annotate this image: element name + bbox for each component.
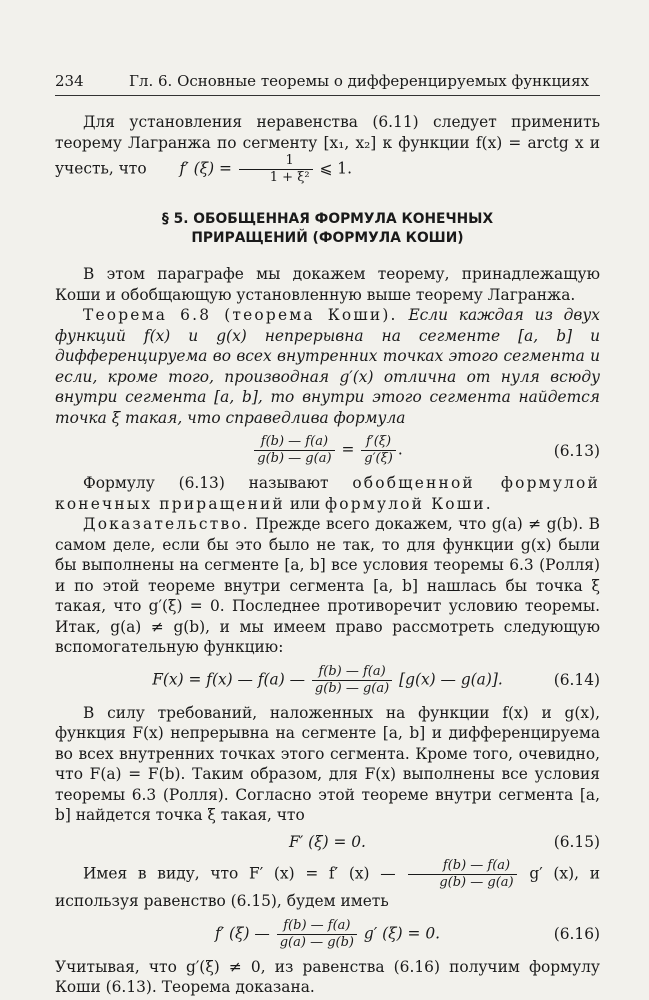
equation-6-15: [55, 832, 600, 853]
equation-6-13: [55, 434, 600, 467]
eq614-num: f(b) — f(a): [312, 664, 392, 681]
proof-label: Доказательство.: [83, 515, 250, 533]
para2-text-c: или: [289, 494, 321, 513]
eq614-den: g(b) — g(a): [314, 680, 390, 696]
equation-number-6-16: (6.16): [553, 924, 600, 943]
para4-text-b: g′ (x), и используя: [55, 864, 600, 910]
eq616-lhs: f′ (ξ) —: [214, 924, 270, 942]
header-rule: [55, 95, 600, 96]
eq616-num: f(b) — f(a): [277, 918, 357, 935]
paragraph-formula-name: [55, 473, 600, 514]
equation-number-6-14: (6.14): [553, 670, 600, 689]
intro-formula: [152, 153, 352, 186]
eq613-left-fraction: [254, 434, 334, 467]
para4-text-a: Имея в виду, что F′ (x) = f′ (x) —: [83, 864, 396, 883]
para4-den: g(b) — g(a): [439, 875, 514, 890]
eq616-den: g(a) — g(b): [279, 934, 355, 950]
running-header: [55, 72, 600, 90]
intro-formula-rhs: ⩽ 1.: [319, 159, 352, 178]
proof-text: Прежде всего докажем, что g(a) ≠ g(b). В самом деле, если бы это было не так, то для функции g(x) были бы выполнены на сегменте [a, b] все условия теоремы 6.3 (Ролля) и по этой теореме внутри сегмента [a, b] нашлась бы точка ξ такая, что g′(ξ) = 0. Последнее противоречит условию теоремы. Итак, g(a) ≠ g(b), и мы имеем право рассмотреть следующую вспомогательную функцию:: [55, 515, 600, 656]
running-title: Гл. 6. Основные теоремы о дифференцируемых функциях: [129, 72, 590, 90]
eq614-rhs: [g(x) — g(a)].: [399, 670, 503, 688]
theorem-label: Теорема 6.8 (теорема Коши).: [83, 306, 398, 324]
eq616-fraction: [277, 918, 357, 951]
eq613-equals: =: [341, 440, 355, 459]
eq613-right-num: f′(ξ): [361, 434, 396, 451]
intro-fraction-num: 1: [239, 153, 313, 170]
eq614-lhs: F(x) = f(x) — f(a) —: [152, 670, 306, 688]
section-heading: [55, 210, 600, 248]
section-heading-line1: § 5. ОБОБЩЕННАЯ ФОРМУЛА КОНЕЧНЫХ: [161, 211, 494, 227]
paragraph-rolle-application: В силу требований, наложенных на функции f(x) и g(x), функция F(x) непрерывна на сегменте [a, b] и дифференцируема во всех внутренних точках этого сегмента. Кроме того, очевидно, что F(a) = F(b). Таким образом, для F(x) выполнены все условия теоремы 6.3 (Ролля). Согласно этой теореме внутри сегмента [a, b] найдется точка ξ такая, что: [55, 703, 600, 824]
eq613-dot: .: [397, 440, 403, 459]
para2-term-generalized: обобщенной формулой конечных приращений: [55, 474, 600, 513]
eq613-left-num: f(b) — f(a): [254, 434, 334, 451]
section-heading-line2: ПРИРАЩЕНИЙ (ФОРМУЛА КОШИ): [191, 230, 464, 246]
eq613-right-den: g′(ξ): [364, 451, 393, 466]
para4-fraction: [408, 858, 516, 891]
para2-term-cauchy: формулой Коши: [325, 494, 486, 513]
eq613-left-den: g(b) — g(a): [257, 451, 332, 466]
intro-paragraph: [55, 112, 600, 186]
intro-fraction-den: 1 + ξ²: [269, 170, 310, 185]
equation-6-14: [55, 664, 600, 697]
page-number: 234: [55, 72, 84, 90]
page-body: [55, 112, 600, 998]
equation-number-6-15: (6.15): [553, 832, 600, 851]
intro-formula-lhs: f′ (ξ) =: [179, 159, 232, 178]
theorem-text: Если каждая из двух функций f(x) и g(x) непрерывна на сегменте [a, b] и дифференцируема во всех внутренних точках этого сегмента и если, кроме того, производная g′(x) отлична от нуля всюду внутри сегмента [a, b], то внутри этого сегмента найдется точка ξ такая, что справедлива формула: [55, 306, 600, 427]
paragraph-intro-cauchy: В этом параграфе мы докажем теорему, принадлежащую Коши и обобщающую установленную выше теорему Лагранжа.: [55, 265, 600, 304]
eq616-rhs: g′ (ξ) = 0.: [363, 924, 441, 942]
intro-text: Для установления неравенства (6.11) следует применить теорему Лагранжа по сегменту [x₁, x₂] к функции f(x) = arctg x и учесть, что: [55, 113, 600, 178]
proof-paragraph: [55, 514, 600, 658]
para2-dot: .: [485, 494, 491, 513]
paragraph-conclusion: Учитывая, что g′(ξ) ≠ 0, из равенства (6.16) получим формулу Коши (6.13). Теорема доказана.: [55, 957, 600, 996]
intro-fraction: [239, 153, 313, 186]
theorem-6-8: [55, 305, 600, 428]
equation-6-16: [55, 918, 600, 951]
eq613-right-fraction: [361, 434, 396, 467]
eq614-fraction: [312, 664, 392, 697]
para4-text-c: равенство (6.15), будем иметь: [143, 892, 389, 910]
para4-num: f(b) — f(a): [408, 858, 516, 875]
para2-text-a: Формулу (6.13) называют: [83, 474, 329, 492]
equation-number-6-13: (6.13): [553, 441, 600, 460]
paragraph-derivative: [55, 858, 600, 912]
eq615-body: F′ (ξ) = 0.: [289, 832, 366, 851]
